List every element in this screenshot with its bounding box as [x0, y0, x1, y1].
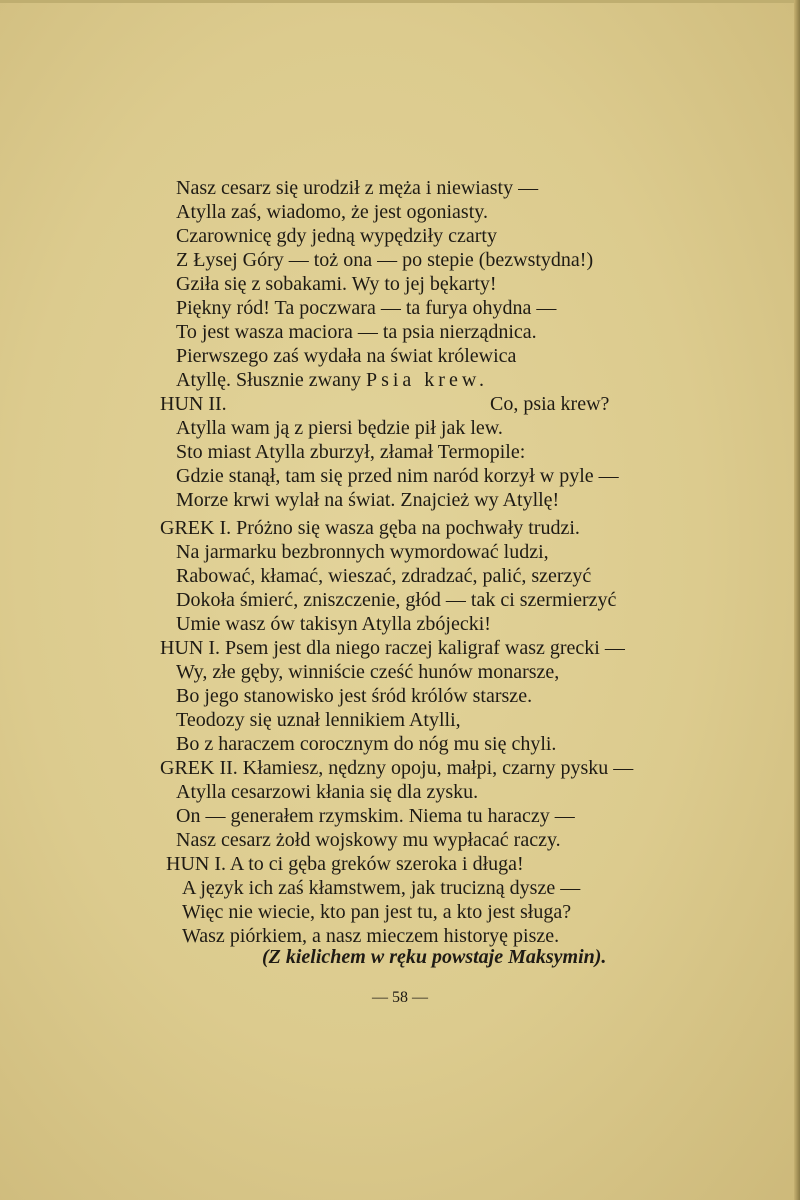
verse-line: [0, 368, 488, 392]
verse-line: Piękny ród! Ta poczwara — ta furya ohydna —: [176, 297, 557, 319]
verse-line: To jest wasza maciora — ta psia nierządnica.: [176, 321, 537, 343]
verse-line: HUN I. Psem jest dla niego raczej kaligraf wasz grecki —: [160, 637, 625, 659]
page-binding-edge: [794, 0, 800, 1200]
verse-text: Atyllę. Słusznie zwany: [176, 369, 361, 391]
verse-line: Teodozy się uznał lennikiem Atylli,: [176, 709, 461, 731]
verse-line: Gdzie stanął, tam się przed nim naród korzył w pyle —: [176, 465, 619, 487]
verse-line: Atylla zaś, wiadomo, że jest ogoniasty.: [176, 201, 488, 223]
verse-line: Czarownicę gdy jedną wypędziły czarty: [176, 225, 497, 247]
verse-line: HUN I. A to ci gęba greków szeroka i długa!: [166, 853, 524, 875]
verse-line: Nasz cesarz żołd wojskowy mu wypłacać raczy.: [176, 829, 561, 851]
page-top-edge: [0, 0, 800, 3]
verse-line: Z Łysej Góry — toż ona — po stepie (bezwstydna!): [176, 249, 594, 271]
verse-line: Gziła się z sobakami. Wy to jej bękarty!: [176, 273, 497, 295]
page-number: — 58 —: [372, 989, 428, 1006]
verse-line: Morze krwi wylał na świat. Znajcież wy Atyllę!: [176, 489, 560, 511]
verse-line: GREK I. Próżno się wasza gęba na pochwały trudzi.: [160, 517, 580, 539]
verse-line: Atylla wam ją z piersi będzie pił jak lew.: [176, 417, 503, 439]
verse-line: Rabować, kłamać, wieszać, zdradzać, palić, szerzyć: [176, 565, 592, 587]
verse-line: On — generałem rzymskim. Niema tu haraczy —: [176, 805, 575, 827]
verse-line: Pierwszego zaś wydała na świat królewica: [176, 345, 517, 367]
verse-line: Na jarmarku bezbronnych wymordować ludzi,: [176, 541, 549, 563]
verse-line: Nasz cesarz się urodził z męża i niewiasty —: [176, 177, 539, 199]
speaker-label: HUN II.: [160, 393, 227, 415]
verse-line: Sto miast Atylla zburzył, złamał Termopile:: [176, 441, 526, 463]
verse-line: Atylla cesarzowi kłania się dla zysku.: [176, 781, 479, 803]
stage-direction: (Z kielichem w ręku powstaje Maksymin).: [262, 946, 607, 968]
verse-line: Umie wasz ów takisyn Atylla zbójecki!: [176, 613, 491, 635]
verse-line: Bo jego stanowisko jest śród królów starsze.: [176, 685, 533, 707]
verse-line: Co, psia krew?: [490, 393, 610, 415]
verse-line: Dokoła śmierć, zniszczenie, głód — tak ci szermierzyć: [176, 589, 617, 611]
verse-line: GREK II. Kłamiesz, nędzny opoju, małpi, czarny pysku —: [160, 757, 634, 779]
verse-line: A język ich zaś kłamstwem, jak trucizną dysze —: [182, 877, 581, 899]
verse-line: Więc nie wiecie, kto pan jest tu, a kto jest sługa?: [182, 901, 572, 923]
verse-line: Wasz piórkiem, a nasz mieczem historyę pisze.: [182, 925, 560, 947]
verse-line: Wy, złe gęby, winniście cześć hunów monarsze,: [176, 661, 560, 683]
spaced-emphasis: Psia krew.: [365, 369, 488, 391]
verse-line: Bo z haraczem corocznym do nóg mu się chyli.: [176, 733, 557, 755]
